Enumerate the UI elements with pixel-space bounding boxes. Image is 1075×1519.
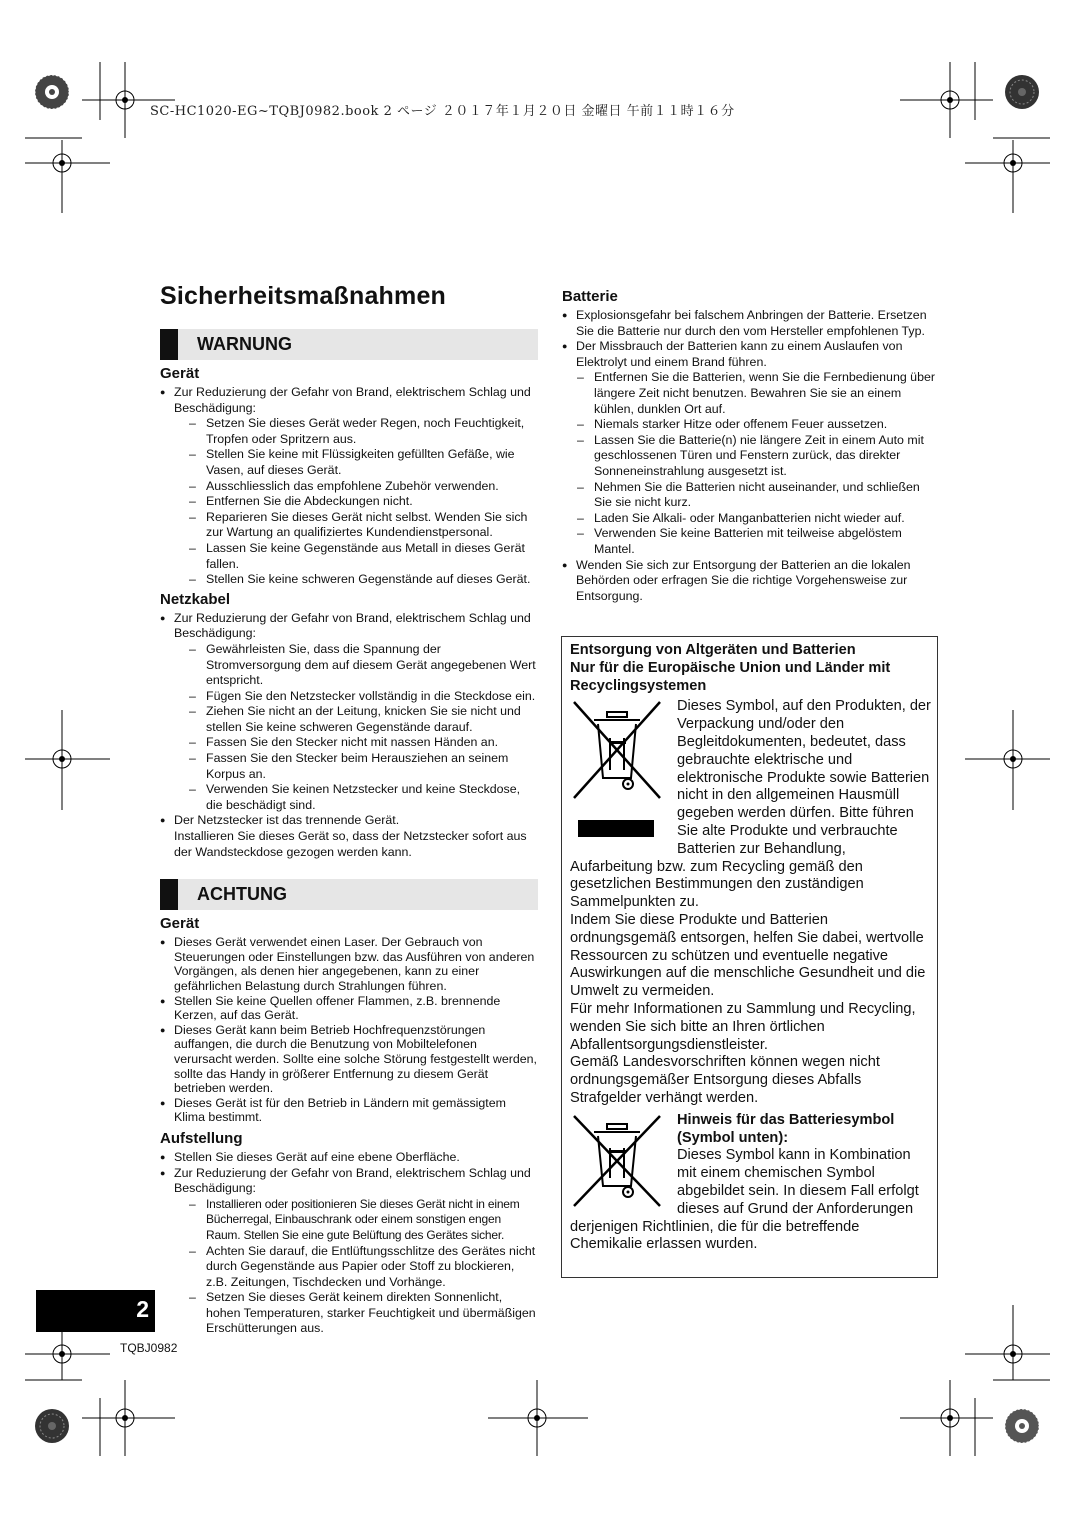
page-number: 2 — [136, 1296, 149, 1322]
achtung-geraet-heading: Gerät — [160, 915, 200, 933]
list-item: – Lassen Sie die Batterie(n) nie längere Zeit in einem Auto mit geschlossenen Türen und Fenstern zurück, das direkter Sonneneinstrahlung ausgesetzt ist. — [562, 433, 940, 480]
netzkabel-list — [160, 611, 538, 861]
list-item-text: Zur Reduzierung der Gefahr von Brand, elektrischem Schlag und Beschädigung: — [174, 610, 531, 641]
list-item: – Verwenden Sie keinen Netzstecker und keine Steckdose, die beschädigt sind. — [174, 782, 538, 813]
list-item: – Achten Sie darauf, die Entlüftungsschlitze des Gerätes nicht durch Gegenstände aus Papier oder Stoff zu blockieren, z.B. Zeitungen, Tischdecken und Vorhänge. — [174, 1244, 538, 1291]
list-item: – Ausschliesslich das empfohlene Zubehör verwenden. — [174, 479, 538, 495]
list-item: – Stellen Sie keine schweren Gegenstände auf dieses Gerät. — [174, 572, 538, 588]
disposal-paragraph-3: Für mehr Informationen zu Sammlung und Recycling, wenden Sie sich bitte an Ihren örtlichen Abfallentsorgungsdienstleister. — [570, 1000, 916, 1053]
disposal-box — [561, 636, 938, 1278]
list-item — [160, 385, 538, 588]
list-item — [160, 813, 538, 860]
list-item: ● Wenden Sie sich zur Entsorgung der Batterien an die lokalen Behörden oder erfragen Sie die richtige Vorgehensweise zur Entsorgung. — [562, 558, 940, 605]
list-item: – Entfernen Sie die Abdeckungen nicht. — [174, 494, 538, 510]
list-item-text: Zur Reduzierung der Gefahr von Brand, elektrischem Schlag und Beschädigung: — [174, 1165, 531, 1196]
warnung-geraet-list — [160, 385, 538, 588]
disposal-symbol-block — [570, 698, 931, 912]
disposal-paragraph-1: Dieses Symbol, auf den Produkten, der Verpackung und/oder den Begleitdokumenten, bedeutet, dass gebrauchte elektrische und elektronische Produkte sowie Batterien nicht in den allgemeinen Hausmüll gegeben werden dürfen. Bitte führen Sie alte Produkte und verbrauchte Batterien zur Behandlung, Aufarbeitung bzw. zum Recycling gemäß den gesetzlichen Bestimmungen den zuständigen Sammelpunkten zu. — [570, 698, 931, 911]
list-item: – Nehmen Sie die Batterien nicht auseinander, und schließen Sie sie nicht kurz. — [562, 480, 940, 511]
crossed-bin-battery-icon — [570, 1112, 665, 1210]
left-column — [160, 282, 538, 1337]
list-item: ● Dieses Gerät ist für den Betrieb in Ländern mit gemässigtem Klima bestimmt. — [160, 1096, 538, 1125]
warnung-banner — [160, 329, 538, 360]
page-title: Sicherheitsmaßnahmen — [160, 282, 447, 310]
battery-note-text: Dieses Symbol kann in Kombination mit einem chemischen Symbol abgebildet sein. In diesem Fall erfolgt dieses auf Grund der Anforderungen derjenigen Richtlinien, die für die betreffende Chemikalie erlassen wurden. — [570, 1147, 919, 1253]
list-item: ● Stellen Sie keine Quellen offener Flammen, z.B. brennende Kerzen, auf das Gerät. — [160, 994, 538, 1023]
plug-line-1: Der Netzstecker ist das trennende Gerät. — [174, 813, 400, 828]
list-item: – Setzen Sie dieses Gerät keinem direkten Sonnenlicht, hohen Temperaturen, starker Feuchtigkeit und übermäßigen Erschütterungen aus. — [174, 1290, 538, 1337]
list-item: – Stellen Sie keine mit Flüssigkeiten gefüllten Gefäße, wie Vasen, auf dieses Gerät. — [174, 447, 538, 478]
aufstellung-heading: Aufstellung — [160, 1129, 243, 1147]
list-item-text: Zur Reduzierung der Gefahr von Brand, elektrischem Schlag und Beschädigung: — [174, 385, 531, 415]
list-item: – Installieren oder positionieren Sie dieses Gerät nicht in einem Bücherregal, Einbauschrank oder einem sonstigen engen Raum. Stellen Sie eine gute Belüftung des Gerätes sicher. — [174, 1197, 538, 1244]
list-item: ● Dieses Gerät verwendet einen Laser. Der Gebrauch von Steuerungen oder Einstellungen bzw. das Ausführen von anderen Vorgängen, als denen hier angegebenen, kann zu einer gefährlichen Belastung durch Strahlungen führen. — [160, 935, 538, 993]
list-item: ● Stellen Sie dieses Gerät auf eine ebene Oberfläche. — [160, 1150, 538, 1166]
list-item-text: Der Missbrauch der Batterien kann zu einem Auslaufen von Elektrolyt und einem Brand führen. — [576, 339, 903, 369]
achtung-label: ACHTUNG — [197, 884, 287, 905]
list-item — [160, 611, 538, 814]
disposal-heading-1: Entsorgung von Altgeräten und Batterien — [570, 642, 856, 658]
warnung-geraet-heading: Gerät — [160, 365, 200, 382]
batterie-heading: Batterie — [562, 288, 618, 305]
plug-line-2: Installieren Sie dieses Gerät so, dass der Netzstecker sofort aus der Wandsteckdose gezogen werden kann. — [174, 829, 527, 859]
batterie-list — [562, 308, 940, 604]
list-item: – Reparieren Sie dieses Gerät nicht selbst. Wenden Sie sich zur Wartung an qualifiziertes Kundendienstpersonal. — [174, 510, 538, 541]
battery-note-heading: Hinweis für das Batteriesymbol (Symbol unten): — [677, 1111, 895, 1146]
list-item: – Fassen Sie den Stecker nicht mit nassen Händen an. — [174, 735, 538, 751]
battery-note-block — [570, 1112, 931, 1254]
list-item: – Fügen Sie den Netzstecker vollständig in die Steckdose ein. — [174, 689, 538, 705]
achtung-banner — [160, 879, 538, 910]
doc-code: TQBJ0982 — [120, 1341, 178, 1355]
banner-bar — [160, 329, 178, 360]
list-item: ● Dieses Gerät kann beim Betrieb Hochfrequenzstörungen auffangen, die durch die Benutzung von Mobiltelefonen verursacht werden. Sollte eine solche Störung festgestellt werden, sollte das Handy in größerer Entfernung zu diesem Gerät betrieben werden. — [160, 1023, 538, 1096]
list-item: – Verwenden Sie keine Batterien mit teilweise abgelöstem Mantel. — [562, 526, 940, 557]
list-item: – Fassen Sie den Stecker beim Herausziehen an seinem Korpus an. — [174, 751, 538, 782]
list-item: – Niemals starker Hitze oder offenem Feuer aussetzen. — [562, 417, 940, 433]
warnung-label: WARNUNG — [197, 334, 292, 354]
achtung-geraet-list — [160, 935, 538, 1125]
print-header: SC-HC1020-EG~TQBJ0982.book 2 ページ ２０１７年１月２０日 金曜日 午前１１時１６分 — [150, 104, 735, 119]
netzkabel-heading: Netzkabel — [160, 590, 231, 608]
list-item: – Entfernen Sie die Batterien, wenn Sie die Fernbedienung über längere Zeit nicht benutzen. Bewahren Sie sie an einem kühlen, dunklen Ort auf. — [562, 370, 940, 417]
list-item: – Lassen Sie keine Gegenstände aus Metall in dieses Gerät fallen. — [174, 541, 538, 572]
aufstellung-list — [160, 1150, 538, 1337]
list-item: ● Explosionsgefahr bei falschem Anbringen der Batterie. Ersetzen Sie die Batterie nur durch den vom Hersteller empfohlenen Typ. — [562, 308, 940, 339]
list-item: – Ziehen Sie nicht an der Leitung, knicken Sie sie nicht und stellen Sie keine schweren Gegenstände darauf. — [174, 704, 538, 735]
disposal-heading-2: Nur für die Europäische Union und Länder mit Recyclingsystemen — [570, 659, 891, 694]
crossed-bin-icon — [570, 698, 665, 858]
list-item: – Gewährleisten Sie, dass die Spannung der Stromversorgung dem auf diesem Gerät angegebenen Wert entspricht. — [174, 642, 538, 689]
list-item: – Setzen Sie dieses Gerät weder Regen, noch Feuchtigkeit, Tropfen oder Spritzern aus. — [174, 416, 538, 447]
banner-bar — [160, 879, 178, 910]
disposal-paragraph-4: Gemäß Landesvorschriften können wegen nicht ordnungsgemäßer Entsorgung dieses Abfalls Strafgelder verhängt werden. — [570, 1054, 880, 1106]
list-item — [562, 339, 940, 557]
right-column — [562, 287, 940, 604]
page-number-block — [36, 1290, 155, 1332]
disposal-paragraph-2: Indem Sie diese Produkte und Batterien ordnungsgemäß entsorgen, helfen Sie dabei, wertvolle Ressourcen zu schützen und eventuelle negative Auswirkungen auf die menschliche Gesundheit und die Umwelt zu vermeiden. — [570, 911, 926, 1000]
list-item: – Laden Sie Alkali- oder Manganbatterien nicht wieder auf. — [562, 511, 940, 527]
list-item — [160, 1166, 538, 1338]
